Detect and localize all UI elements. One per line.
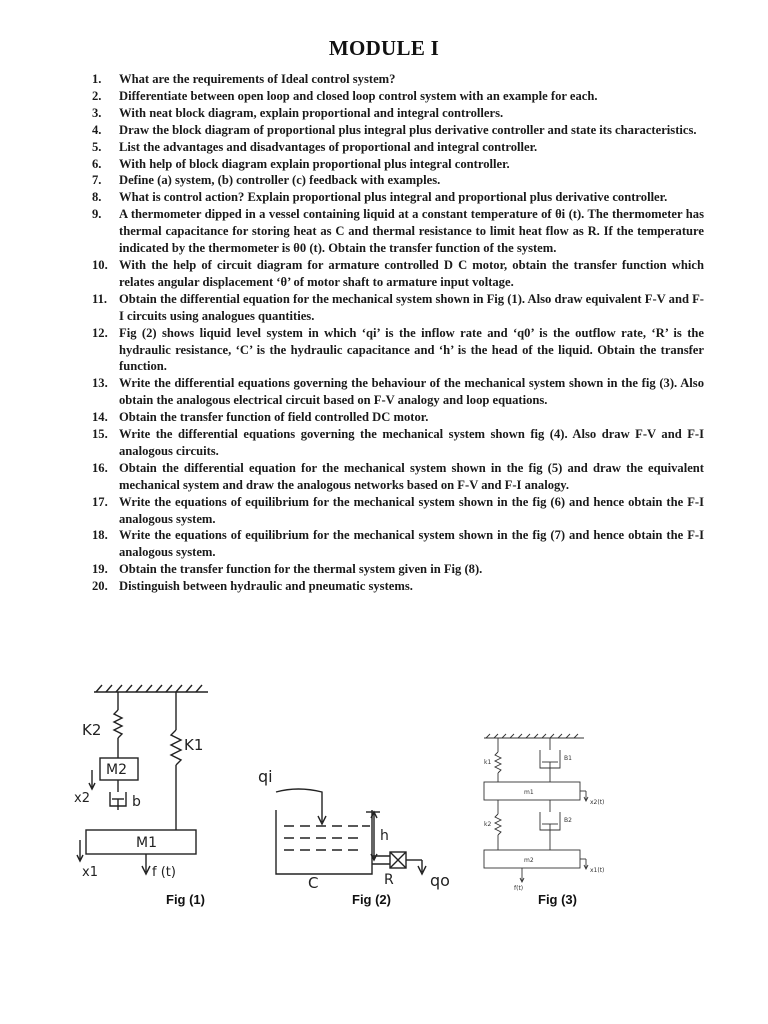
question-item [92,375,704,409]
question-text: Define (a) system, (b) controller (c) feedback with examples. [119,173,441,188]
question-item [92,426,704,460]
fig2-label-qo: qo [430,871,450,890]
fig2-label-h: h [380,828,389,844]
question-number: 5. [92,139,102,154]
question-text: With neat block diagram, explain proportional and integral controllers. [119,105,504,120]
question-item [92,206,704,257]
fig3-label-k1: k1 [484,759,492,766]
fig3-label-m2: m2 [524,857,534,864]
fig1-label-force: f (t) [152,865,176,880]
question-item [92,105,704,122]
figure-1 [72,680,222,890]
figure-2 [252,760,462,890]
question-item [92,291,704,325]
question-text: Write the differential equations governing the behaviour of the mechanical system shown in the fig (3). Also obtain the analogous electrical circuit based on F-V analogy and loop equations. [119,376,704,408]
question-number: 3. [92,105,102,120]
fig3-label-k2: k2 [484,821,492,828]
question-number: 15. [92,427,108,442]
question-item [92,122,704,139]
question-number: 10. [92,257,108,272]
question-text: A thermometer dipped in a vessel containing liquid at a constant temperature of θi (t). The thermometer has thermal capacitance for storing heat as C and thermal resistance to limit heat flow as R. If the temperature indicated by the thermometer is θ0 (t). Obtain the transfer function of the system. [119,207,704,256]
question-number: 13. [92,376,108,391]
question-text: What are the requirements of Ideal control system? [119,72,396,86]
question-item [92,527,704,561]
fig1-label-m1: M1 [136,835,157,851]
fig2-caption: Fig (2) [352,892,391,907]
question-text: Write the equations of equilibrium for the mechanical system shown in the fig (7) and hence obtain the F-I analogous system. [119,528,704,560]
question-text: What is control action? Explain proportional plus integral and proportional plus derivative controller. [119,190,668,205]
fig1-label-b: b [132,794,141,810]
question-list [92,71,704,595]
question-number: 11. [92,291,108,306]
fig2-label-r: R [384,872,394,888]
question-item [92,88,704,105]
fig3-label-force: f(t) [514,885,524,892]
fig1-label-x1: x1 [82,865,98,880]
figure-3 [474,732,624,892]
question-text: Obtain the differential equation for the mechanical system shown in the fig (5) and draw the equivalent mechanical system and draw the analogous networks based on F-V and F-I analogy. [119,460,704,492]
question-text: Draw the block diagram of proportional plus integral plus derivative controller and state its characteristics. [119,122,697,137]
question-number: 17. [92,494,108,509]
fig2-diagram [252,760,462,890]
question-number: 18. [92,528,108,543]
question-item [92,71,704,88]
question-text: List the advantages and disadvantages of proportional and integral controller. [119,139,538,154]
fig3-label-x2: x2(t) [590,799,605,806]
question-number: 19. [92,562,108,577]
fig3-label-b2: B2 [564,817,572,824]
fig3-diagram [474,732,624,892]
question-item [92,139,704,156]
question-text: With help of block diagram explain proportional plus integral controller. [119,156,510,171]
fig1-diagram [72,680,222,890]
fig3-caption: Fig (3) [538,892,577,907]
question-text: Write the equations of equilibrium for the mechanical system shown in the fig (6) and hence obtain the F-I analogous system. [119,494,704,526]
question-number: 12. [92,325,108,340]
question-number: 4. [92,122,102,137]
question-number: 2. [92,88,102,103]
question-item [92,257,704,291]
question-item [92,578,704,595]
fig1-label-k1: K1 [184,736,204,754]
question-text: With the help of circuit diagram for armature controlled D C motor, obtain the transfer function which relates angular displacement ‘θ’ of motor shaft to armature input voltage. [119,257,704,289]
question-text: Fig (2) shows liquid level system in which ‘qi’ is the inflow rate and ‘q0’ is the outflow rate, ‘R’ is the hydraulic resistance, ‘C’ is the hydraulic capacitance and ‘h’ is the head of the liquid. Obtain the transfer function. [119,325,704,374]
fig1-label-x2: x2 [74,791,90,806]
question-text: Distinguish between hydraulic and pneumatic systems. [119,579,413,594]
question-number: 20. [92,579,108,594]
question-item [92,494,704,528]
fig2-label-qi: qi [258,767,273,786]
fig1-caption: Fig (1) [166,892,205,907]
question-number: 9. [92,207,102,222]
fig3-label-x1: x1(t) [590,867,605,874]
question-text: Differentiate between open loop and closed loop control system with an example for each. [119,88,598,103]
question-item [92,156,704,173]
question-text: Obtain the transfer function for the thermal system given in Fig (8). [119,562,483,577]
fig1-label-m2: M2 [106,762,127,778]
question-item [92,460,704,494]
question-number: 6. [92,156,102,171]
question-item [92,325,704,376]
question-text: Write the differential equations governing the mechanical system shown fig (4). Also draw F-V and F-I analogous circuits. [119,427,704,458]
fig3-label-b1: B1 [564,755,572,762]
question-text: Obtain the transfer function of field controlled DC motor. [119,410,429,425]
page-title: MODULE I [328,36,440,60]
question-number: 1. [92,72,102,86]
fig3-label-m1: m1 [524,789,534,796]
question-item [92,172,704,189]
question-number: 14. [92,410,108,425]
fig1-label-k2: K2 [82,721,102,739]
question-item [92,409,704,426]
question-item [92,561,704,578]
question-number: 16. [92,460,108,475]
question-item [92,189,704,206]
question-number: 7. [92,173,102,188]
question-number: 8. [92,190,102,205]
question-text: Obtain the differential equation for the mechanical system shown in Fig (1). Also draw equivalent F-V and F-I circuits using analogues quantities. [119,291,704,323]
fig2-label-c: C [308,874,319,890]
